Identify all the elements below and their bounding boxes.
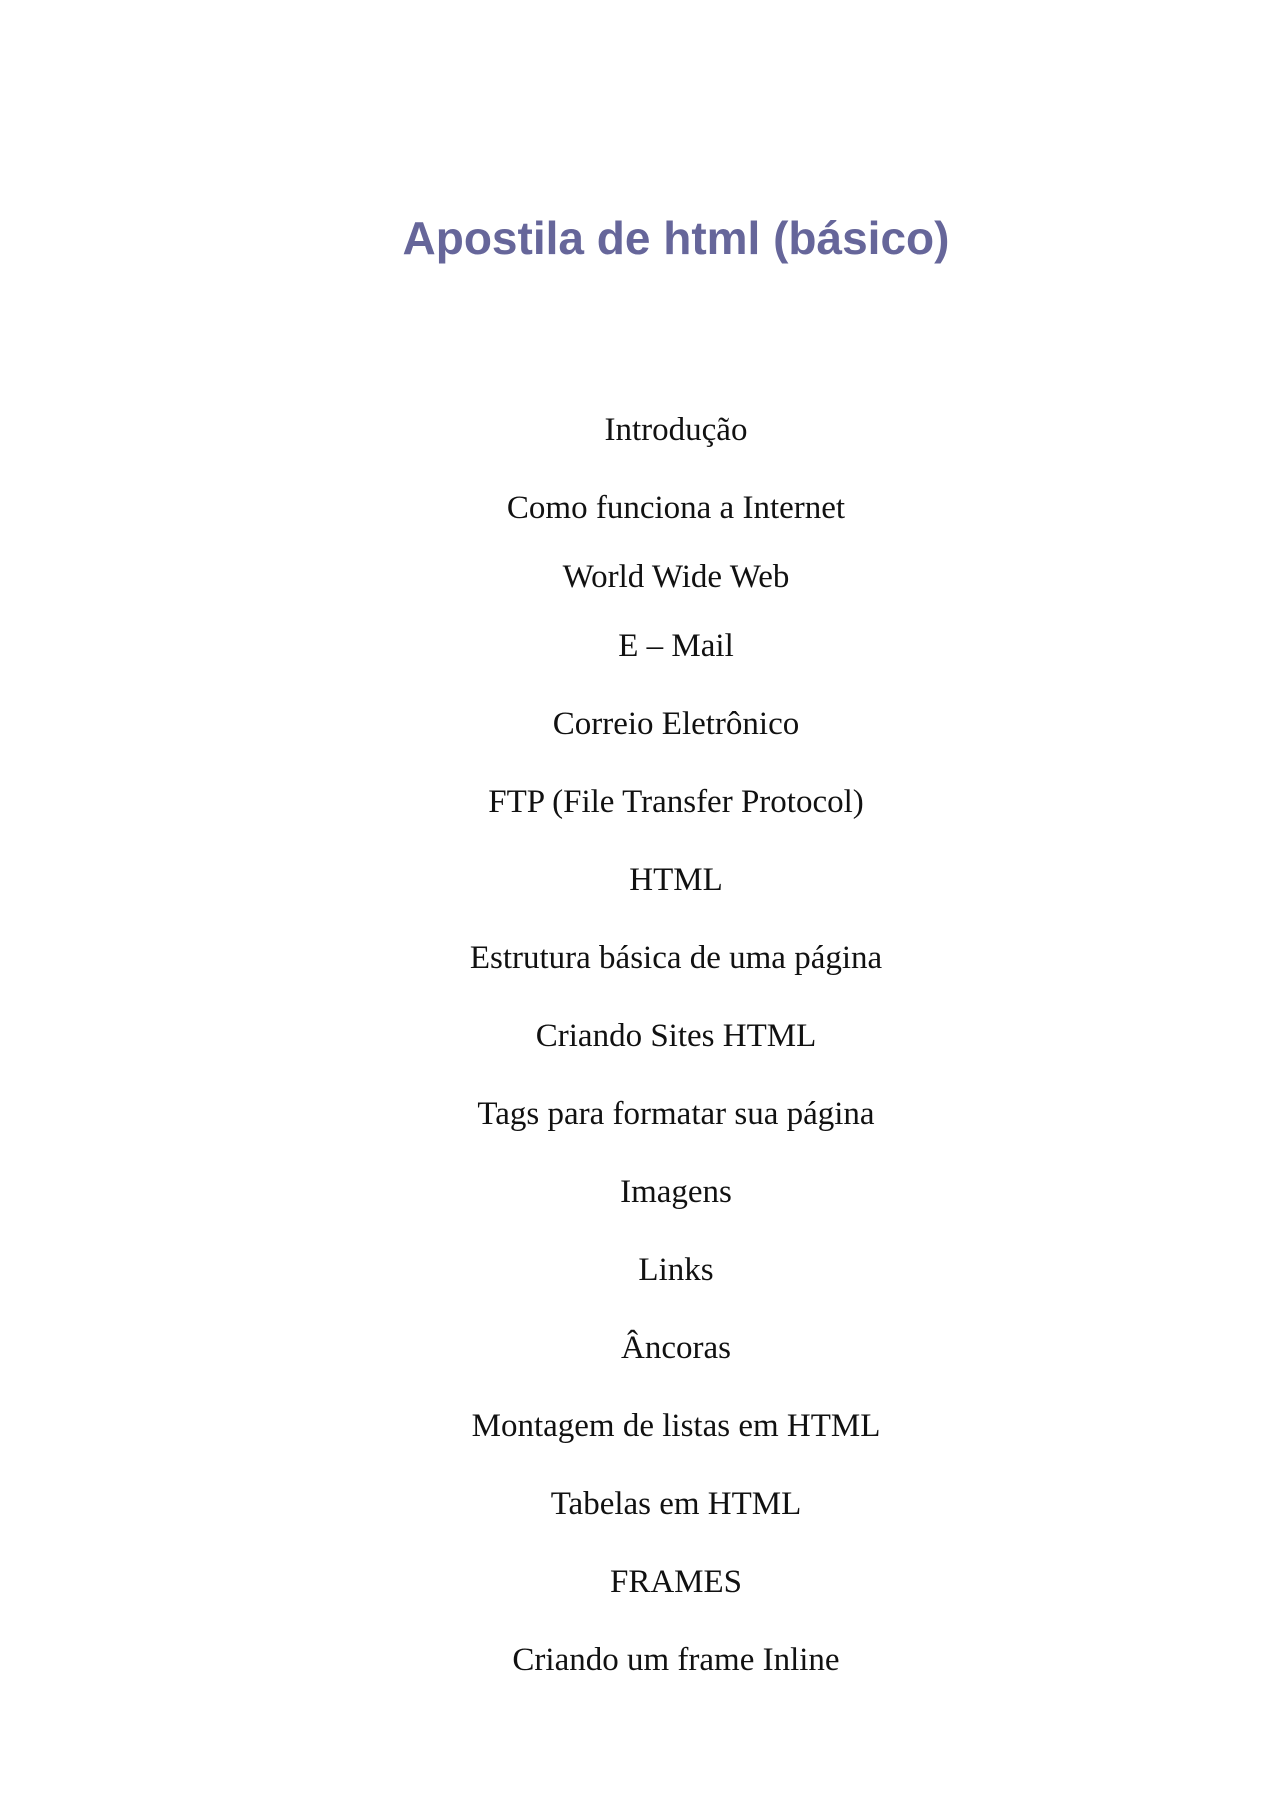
toc-item-links: Links (638, 1252, 714, 1288)
toc-item-email: E – Mail (618, 628, 734, 664)
toc-item-estrutura-basica: Estrutura básica de uma página (469, 940, 883, 976)
toc-item-como-funciona-internet: Como funciona a Internet (506, 490, 846, 526)
toc-item-imagens: Imagens (620, 1174, 732, 1210)
toc-item-ftp: FTP (File Transfer Protocol) (488, 784, 864, 820)
toc-item-tabelas: Tabelas em HTML (550, 1486, 802, 1522)
toc-item-introducao: Introdução (604, 412, 748, 448)
document-title: Apostila de html (básico) (402, 212, 950, 264)
toc-item-ancoras: Âncoras (621, 1330, 731, 1366)
toc-item-frames: FRAMES (609, 1564, 743, 1600)
toc-item-html: HTML (629, 862, 723, 898)
toc-item-correio-eletronico: Correio Eletrônico (552, 706, 800, 742)
toc-item-world-wide-web: World Wide Web (562, 559, 790, 595)
toc-item-frame-inline: Criando um frame Inline (512, 1642, 840, 1678)
toc-item-listas: Montagem de listas em HTML (471, 1408, 881, 1444)
toc-item-tags-formatar: Tags para formatar sua página (477, 1096, 875, 1132)
toc-item-criando-sites: Criando Sites HTML (535, 1018, 817, 1054)
